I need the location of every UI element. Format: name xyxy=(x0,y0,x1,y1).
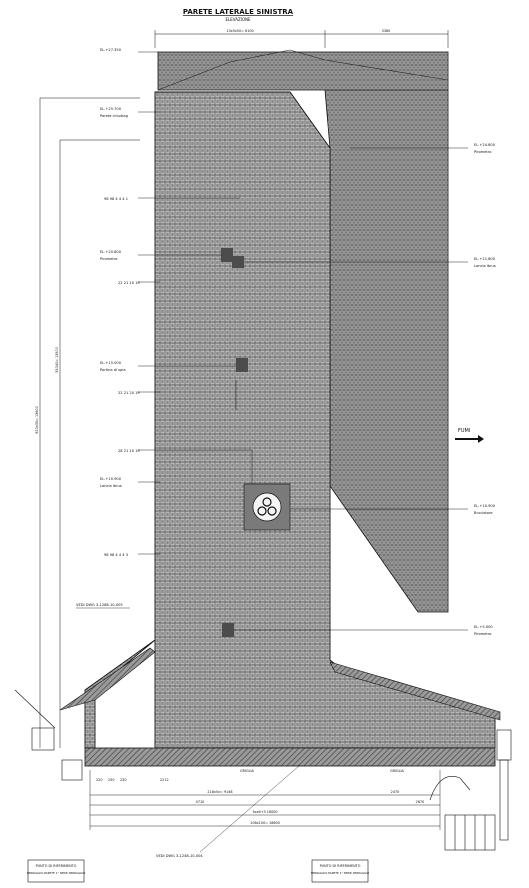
drawing-subtitle: ELEVAZIONE xyxy=(225,17,251,22)
el-label-2: EL.+20.800 xyxy=(100,250,122,254)
top-dim-left: 13x5x50= 6100 xyxy=(226,29,254,33)
r-name-1: Lancia lbrus xyxy=(474,264,496,268)
svg-text:PUNTO DI RIFERIMENTO: PUNTO DI RIFERIMENTO xyxy=(35,864,77,868)
vertical-dim-outer: 920x35= 13600 xyxy=(35,406,39,434)
lance-port-upper xyxy=(232,256,244,268)
base-plinth xyxy=(85,748,495,766)
bottom-dim-1: 3xx6+3 18000 xyxy=(252,810,278,814)
bottom-small-4: GRIGLIA xyxy=(240,769,254,773)
dwg-ref-lower: VEDI DWG 3-1248-10-004 xyxy=(156,854,203,858)
bottom-small-5: GRIGLIA xyxy=(390,769,404,773)
burner-icon xyxy=(253,493,281,521)
flue-arrow-label: FUMI xyxy=(458,428,471,434)
r-name-3: Pirometro xyxy=(474,632,492,636)
bottom-small-2: 230 xyxy=(120,778,127,782)
r-name-0: Pirometro xyxy=(474,150,492,154)
el-label-3: EL.+15.000 xyxy=(100,361,122,365)
pyrometer-port-upper xyxy=(221,248,233,262)
dwg-ref-upper: VEDI DWG 3-1268-10-005 xyxy=(76,603,123,607)
tag-label-1: 22 21 20 19 xyxy=(118,281,140,285)
bottom-dim-3: 4710 xyxy=(195,800,205,804)
vertical-dim-inner: 55040= 13500 xyxy=(55,347,59,373)
el-name-1: Parete chiudiag xyxy=(100,114,128,118)
bottom-dim-5: 2670 xyxy=(415,800,425,804)
footer-box-right xyxy=(311,860,370,882)
right-elevation-labels xyxy=(474,143,496,636)
lower-left-slope xyxy=(60,648,155,710)
bottom-dim-4: 2470 xyxy=(390,790,400,794)
bottom-dim-0: 218x5x= 9148 xyxy=(207,790,233,794)
sight-door xyxy=(236,358,248,372)
bottom-dim-2: 108x100= 18600 xyxy=(250,821,280,825)
pyrometer-port-lower xyxy=(222,623,234,637)
el-label-1: EL.+25.700 xyxy=(100,107,122,111)
bottom-small-0: 220 xyxy=(96,778,103,782)
bottom-small-3: 2212 xyxy=(160,778,169,782)
r-label-1: EL.+21.800 xyxy=(474,257,496,261)
left-elevation-labels xyxy=(100,48,128,488)
footer-box-left xyxy=(27,860,86,882)
bottom-small-1: 250 xyxy=(108,778,115,782)
svg-text:SERRAGGIO PARETE 1° SERIE SERR: SERRAGGIO PARETE 1° SERIE SERRAGGIO xyxy=(26,871,86,875)
r-label-0: EL.+24.800 xyxy=(474,143,496,147)
tag-label-4: 98 98 4 4 4 3 xyxy=(104,553,129,557)
svg-text:PUNTO DI RIFERIMENTO: PUNTO DI RIFERIMENTO xyxy=(319,864,361,868)
drawing-title: PARETE LATERALE SINISTRA xyxy=(182,8,294,16)
r-label-3: EL.+5.000 xyxy=(474,625,493,629)
roof-top xyxy=(158,52,448,90)
el-name-2: Pirometro xyxy=(100,257,118,261)
flue-section xyxy=(325,90,448,612)
svg-text:SERRAGGIO PARETE 1° SERIE SERR: SERRAGGIO PARETE 1° SERIE SERRAGGIO xyxy=(310,871,370,875)
r-name-2: Bruciatore xyxy=(474,511,493,515)
tag-label-2: 22 21 20 19 xyxy=(118,391,140,395)
flue-arrow-icon xyxy=(455,435,484,443)
r-label-2: EL.+10.900 xyxy=(474,504,496,508)
el-label-0: EL.+27.350 xyxy=(100,48,122,52)
top-dimension xyxy=(155,30,448,48)
el-label-4: EL.+10.900 xyxy=(100,477,122,481)
el-name-3: Portina di spia xyxy=(100,368,126,372)
tag-label-3: 28 21 20 19 xyxy=(118,449,140,453)
vertical-dimensions xyxy=(40,98,140,748)
tag-label-0: 98 98 4 4 4 1 xyxy=(104,197,129,201)
el-name-4: Lancia lbrus xyxy=(100,484,122,488)
top-dim-right: 3380 xyxy=(381,29,391,33)
